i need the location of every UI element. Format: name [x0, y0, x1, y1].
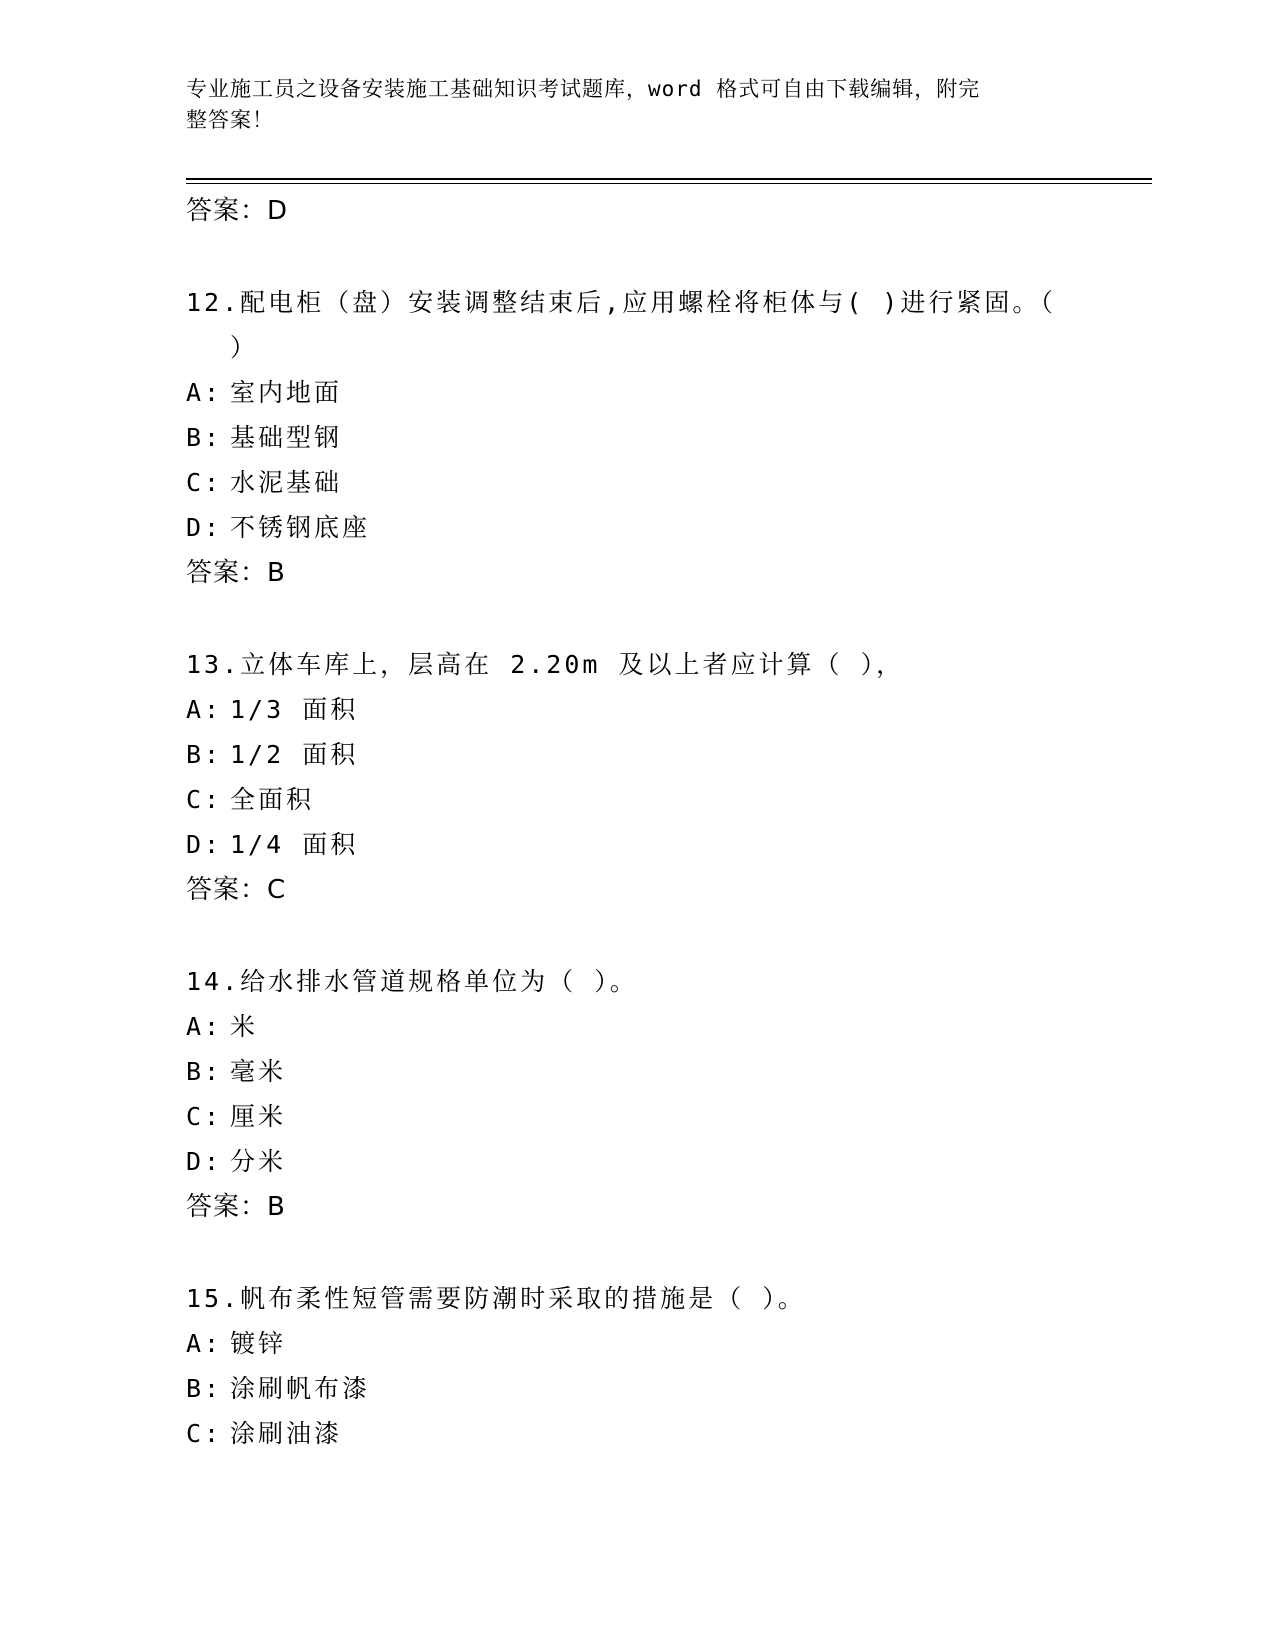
header-line-2: 整答案！: [186, 108, 274, 132]
option-a: [186, 1321, 1086, 1366]
question-list: [186, 188, 1086, 1456]
option-key: A:: [186, 378, 223, 407]
option-key: C:: [186, 785, 223, 814]
option-text: 毫米: [230, 1057, 287, 1086]
answer-line: 答案：B: [186, 558, 286, 588]
question-stem: [186, 280, 1086, 370]
option-key: B:: [186, 740, 223, 769]
option-key: D:: [186, 1147, 223, 1176]
header-rule-thick: [186, 178, 1152, 180]
option-c: [186, 777, 1086, 822]
option-b: [186, 732, 1086, 777]
option-text: 涂刷油漆: [230, 1419, 343, 1448]
option-c: [186, 460, 1086, 505]
option-a: [186, 370, 1086, 415]
option-d: [186, 505, 1086, 550]
option-key: B:: [186, 1057, 223, 1086]
option-text: 厘米: [230, 1102, 287, 1131]
question-stem-line-1: 14.给水排水管道规格单位为（ ）。: [186, 967, 638, 996]
document-header: [186, 74, 1066, 136]
option-text: 米: [230, 1012, 259, 1041]
option-key: B:: [186, 1374, 223, 1403]
option-key: A:: [186, 1329, 223, 1358]
question-stem-line-2: ）: [230, 333, 259, 362]
option-text: 室内地面: [230, 378, 343, 407]
question-stem: [186, 959, 1086, 1004]
option-b: [186, 1049, 1086, 1094]
option-key: D:: [186, 830, 223, 859]
question-stem: [186, 1276, 1086, 1321]
question-14: [186, 959, 1086, 1230]
question-stem-line-1: 15.帆布柔性短管需要防潮时采取的措施是（ ）。: [186, 1284, 806, 1313]
option-text: 不锈钢底座: [230, 513, 371, 542]
option-key: D:: [186, 513, 223, 542]
answer-line: 答案：D: [186, 196, 289, 226]
option-key: A:: [186, 1012, 223, 1041]
option-a: [186, 687, 1086, 732]
header-rule-thin: [186, 183, 1152, 184]
option-text: 水泥基础: [230, 468, 343, 497]
option-d: [186, 822, 1086, 867]
spacer: [186, 596, 1086, 642]
option-text: 镀锌: [230, 1329, 287, 1358]
option-a: [186, 1004, 1086, 1049]
option-key: C:: [186, 1419, 223, 1448]
question-stem-line-1: 13.立体车库上，层高在 2.20m 及以上者应计算（ ），: [186, 650, 905, 679]
option-key: C:: [186, 468, 223, 497]
answer-line: 答案：C: [186, 875, 287, 905]
option-c: [186, 1411, 1086, 1456]
option-b: [186, 415, 1086, 460]
option-key: A:: [186, 695, 223, 724]
option-text: 全面积: [230, 785, 315, 814]
answer-line: 答案：B: [186, 1192, 286, 1222]
question-12: [186, 280, 1086, 596]
option-text: 1/2 面积: [230, 740, 359, 769]
option-c: [186, 1094, 1086, 1139]
option-text: 分米: [230, 1147, 287, 1176]
option-d: [186, 1139, 1086, 1184]
question-stem-line-1: 12.配电柜（盘）安装调整结束后,应用螺栓将柜体与( )进行紧固。（: [186, 288, 1056, 317]
question-15: [186, 1276, 1086, 1456]
spacer: [186, 234, 1086, 280]
spacer: [186, 913, 1086, 959]
option-text: 1/3 面积: [230, 695, 359, 724]
option-key: C:: [186, 1102, 223, 1131]
option-key: B:: [186, 423, 223, 452]
option-text: 1/4 面积: [230, 830, 359, 859]
question-13: [186, 642, 1086, 913]
header-line-1: 专业施工员之设备安装施工基础知识考试题库，word 格式可自由下载编辑，附完: [186, 77, 981, 101]
option-b: [186, 1366, 1086, 1411]
option-text: 基础型钢: [230, 423, 343, 452]
question-stem: [186, 642, 1086, 687]
spacer: [186, 1230, 1086, 1276]
option-text: 涂刷帆布漆: [230, 1374, 371, 1403]
